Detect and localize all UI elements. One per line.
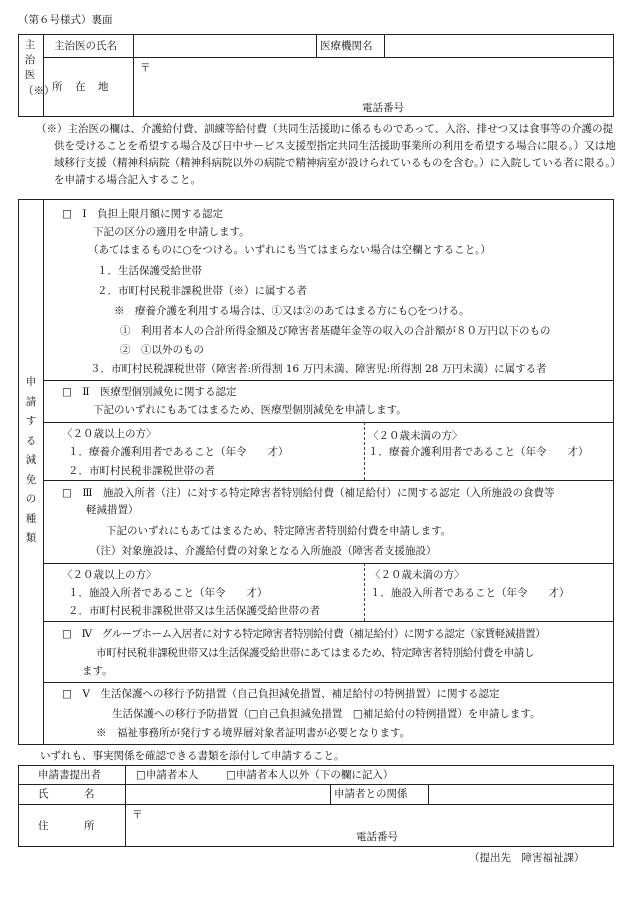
submitter-label: 申請書提出者: [38, 769, 101, 781]
institution-field[interactable]: [386, 35, 612, 56]
section-5-note: ※ 福祉事務所が発行する境界層対象者証明書が必要となります。: [96, 727, 411, 739]
section-2-right-item1[interactable]: １．療養介護利用者であること（年令 才）: [368, 446, 589, 458]
section-2-left-head: 〈２０歳以上の方〉: [62, 428, 157, 440]
submitter-option-other[interactable]: □申請者本人以外（下の欄に記入）: [226, 769, 394, 781]
doctor-side-label: 主治医（※）: [23, 39, 55, 97]
section-3-left-head: 〈２０歳以上の方〉: [62, 569, 157, 581]
section-2-right-head: 〈２０歳未満の方〉: [368, 430, 463, 442]
submitter-name-field[interactable]: [127, 785, 329, 803]
reduction-side-label: 申請する減免の種類: [25, 376, 37, 544]
section-3-title-cont: 軽減措置）: [86, 504, 139, 516]
section-1-title[interactable]: □ Ⅰ 負担上限月額に関する認定: [62, 208, 224, 220]
section-1-line1: 下記の区分の適用を申請します。: [93, 226, 250, 238]
section-1-note: ※ 療養介護を利用する場合は、①又は②のあてはまる方にも○をつける。: [114, 305, 470, 317]
submitter-phone-label: 電話番号: [356, 831, 398, 843]
section-1-line2: （あてはまるものに○をつける。いずれにも当てはまらない場合は空欄とすること。）: [88, 244, 491, 256]
doctor-phone-label: 電話番号: [362, 102, 404, 114]
submitter-option-self[interactable]: □申請者本人: [136, 769, 199, 781]
section-4-title[interactable]: □ Ⅳ グループホーム入居者に対する特定障害者特別給付費（補足給付）に関する認定（家賃軽減措置）: [62, 628, 546, 640]
form-label: （第６号様式）裏面: [18, 14, 113, 26]
relation-label: 申請者との関係: [334, 788, 408, 800]
doctor-note: （※）主治医の欄は、介護給付費、訓練等給付費（共同生活援助に係るものであって、入浴、排せつ又は食事等の介護の提供を受けることを希望する場合及び日中サービス支援型指定共同生活援助事業所の利用を希望する場合に限る。）又は地域移行支援（精神科病院（精神科病院以外の病院で精神病室が設けられているものを含む。）に入院している者に限る。）を申請する場合記入すること。: [36, 123, 616, 186]
section-2-left-item1[interactable]: １．療養介護利用者であること（年令 才）: [68, 446, 289, 458]
doctor-name-label: 主治医の氏名: [54, 40, 117, 52]
section-1-item3[interactable]: ３．市町村民税課税世帯（障害者:所得割 16 万円未満、障害児:所得割 28 万円未満）に属する者: [90, 363, 547, 375]
submit-to: （提出先 障害福祉課）: [469, 852, 585, 864]
section-3-left-item2[interactable]: ２．市町村民税非課税世帯又は生活保護受給世帯の者: [68, 605, 320, 617]
section-4-line1: 市町村民税非課税世帯又は生活保護受給世帯にあてはまるため、特定障害者特別給付費を申請し: [96, 647, 535, 659]
section-3-note: （注）対象施設は、介護給付費の対象となる入所施設（障害者支援施設）: [90, 545, 437, 557]
section-1-item2[interactable]: ２．市町村民税非課税世帯（※）に属する者: [97, 285, 307, 297]
attach-note: いずれも、事実関係を確認できる書類を添付して申請すること。: [40, 750, 345, 762]
section-2-left-item2[interactable]: ２．市町村民税非課税世帯の者: [68, 465, 215, 477]
institution-label: 医療機関名: [320, 40, 373, 52]
submitter-postal-mark: 〒: [132, 809, 143, 821]
section-3-left-item1[interactable]: １．施設入所者であること（年令 才）: [68, 587, 268, 599]
section-1-option2[interactable]: ② ①以外のもの: [120, 344, 204, 356]
doctor-address-label: 所 在 地: [52, 81, 110, 93]
postal-mark: 〒: [140, 62, 151, 74]
section-2-title[interactable]: □ Ⅱ 医療型個別減免に関する認定: [62, 386, 237, 398]
submitter-name-label: 氏 名: [38, 788, 96, 800]
section-5-line1[interactable]: 生活保護への移行予防措置（□自己負担減免措置 □補足給付の特例措置）を申請します。: [112, 708, 541, 720]
section-3-title[interactable]: □ Ⅲ 施設入所者（注）に対する特定障害者特別給付費（補足給付）に関する認定（入所施設の食費等: [62, 487, 555, 499]
section-3-line1: 下記のいずれにもあてはまるため、特定障害者特別給付費を申請します。: [106, 525, 452, 537]
section-2-line1: 下記のいずれにもあてはまるため、医療型個別減免を申請します。: [93, 404, 407, 416]
section-1-option1[interactable]: ① 利用者本人の合計所得金額及び障害者基礎年金等の収入の合計額が８０万円以下のもの: [120, 325, 551, 337]
relation-field[interactable]: [430, 785, 612, 803]
submitter-address-label: 住 所: [38, 820, 96, 832]
section-4-line2: ます。: [82, 665, 113, 677]
section-3-right-item1[interactable]: １．施設入所者であること（年令 才）: [370, 587, 570, 599]
section-5-title[interactable]: □ Ⅴ 生活保護への移行予防措置（自己負担減免措置、補足給付の特例措置）に関する認定: [62, 688, 500, 700]
section-3-right-head: 〈２０歳未満の方〉: [370, 569, 465, 581]
section-1-item1[interactable]: １．生活保護受給世帯: [97, 265, 202, 277]
doctor-name-field[interactable]: [135, 35, 315, 56]
